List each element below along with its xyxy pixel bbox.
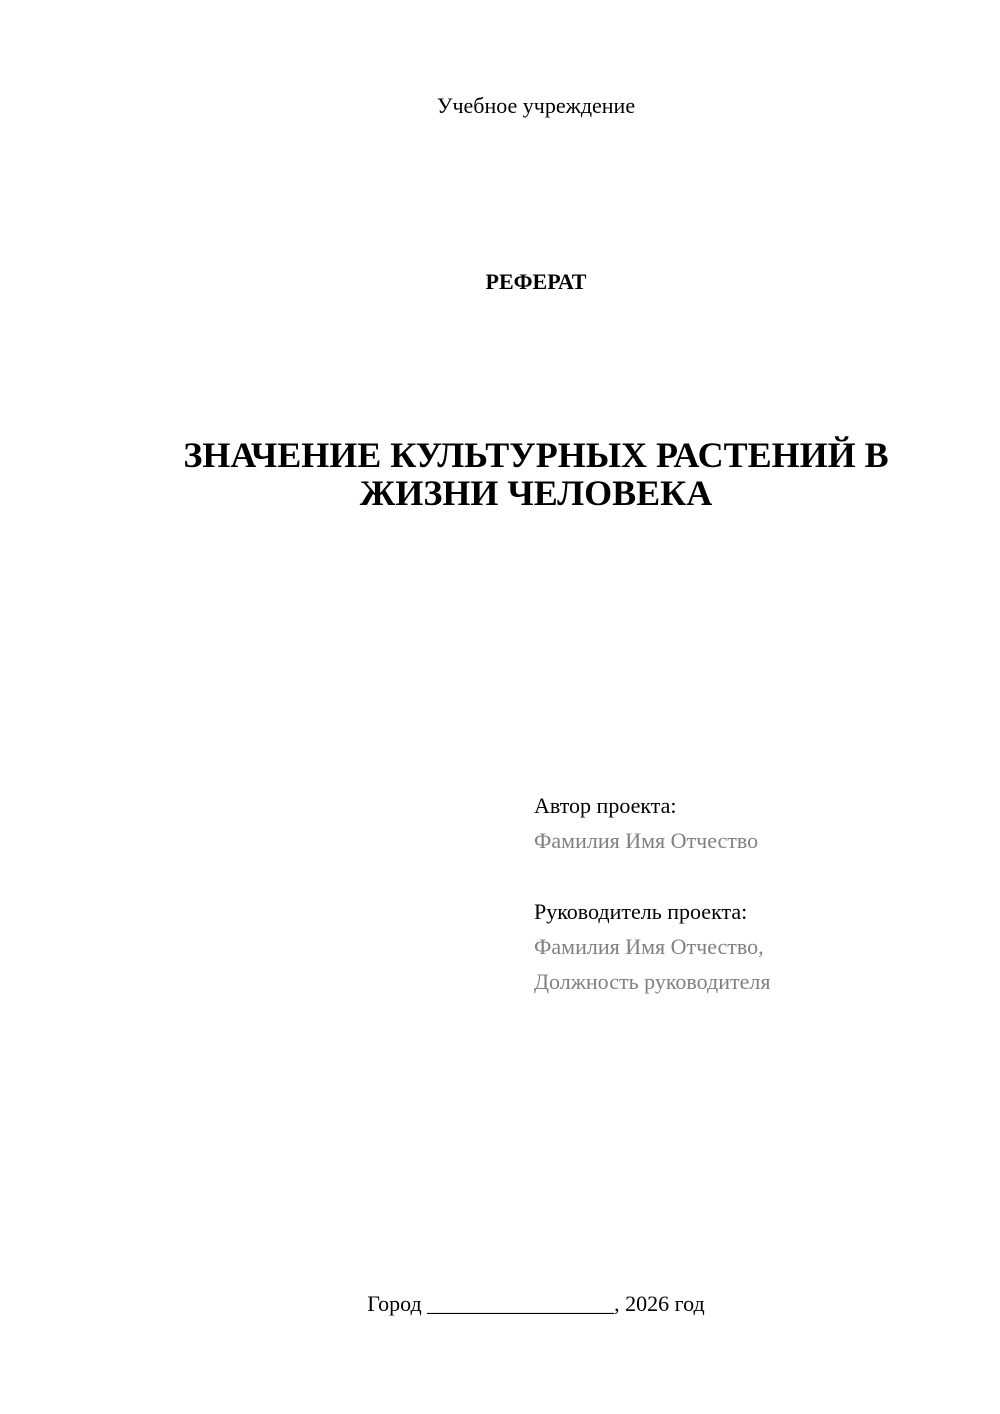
author-label: Автор проекта: [534, 793, 677, 818]
document-type: РЕФЕРАТ [485, 269, 587, 294]
institution-name: Учебное учреждение [436, 93, 636, 118]
document-title-line-1: ЗНАЧЕНИЕ КУЛЬТУРНЫХ РАСТЕНИЙ В [183, 435, 889, 475]
document-title [130, 436, 942, 512]
document-title-line-2: ЖИЗНИ ЧЕЛОВЕКА [359, 473, 713, 513]
project-info [534, 788, 954, 999]
supervisor-name: Фамилия Имя Отчество, [534, 934, 764, 959]
supervisor-position: Должность руководителя [534, 969, 771, 994]
spacer [534, 858, 954, 894]
author-name: Фамилия Имя Отчество [534, 828, 759, 853]
supervisor-label: Руководитель проекта: [534, 899, 748, 924]
city-year-line: Город _________________, 2026 год [367, 1291, 705, 1316]
